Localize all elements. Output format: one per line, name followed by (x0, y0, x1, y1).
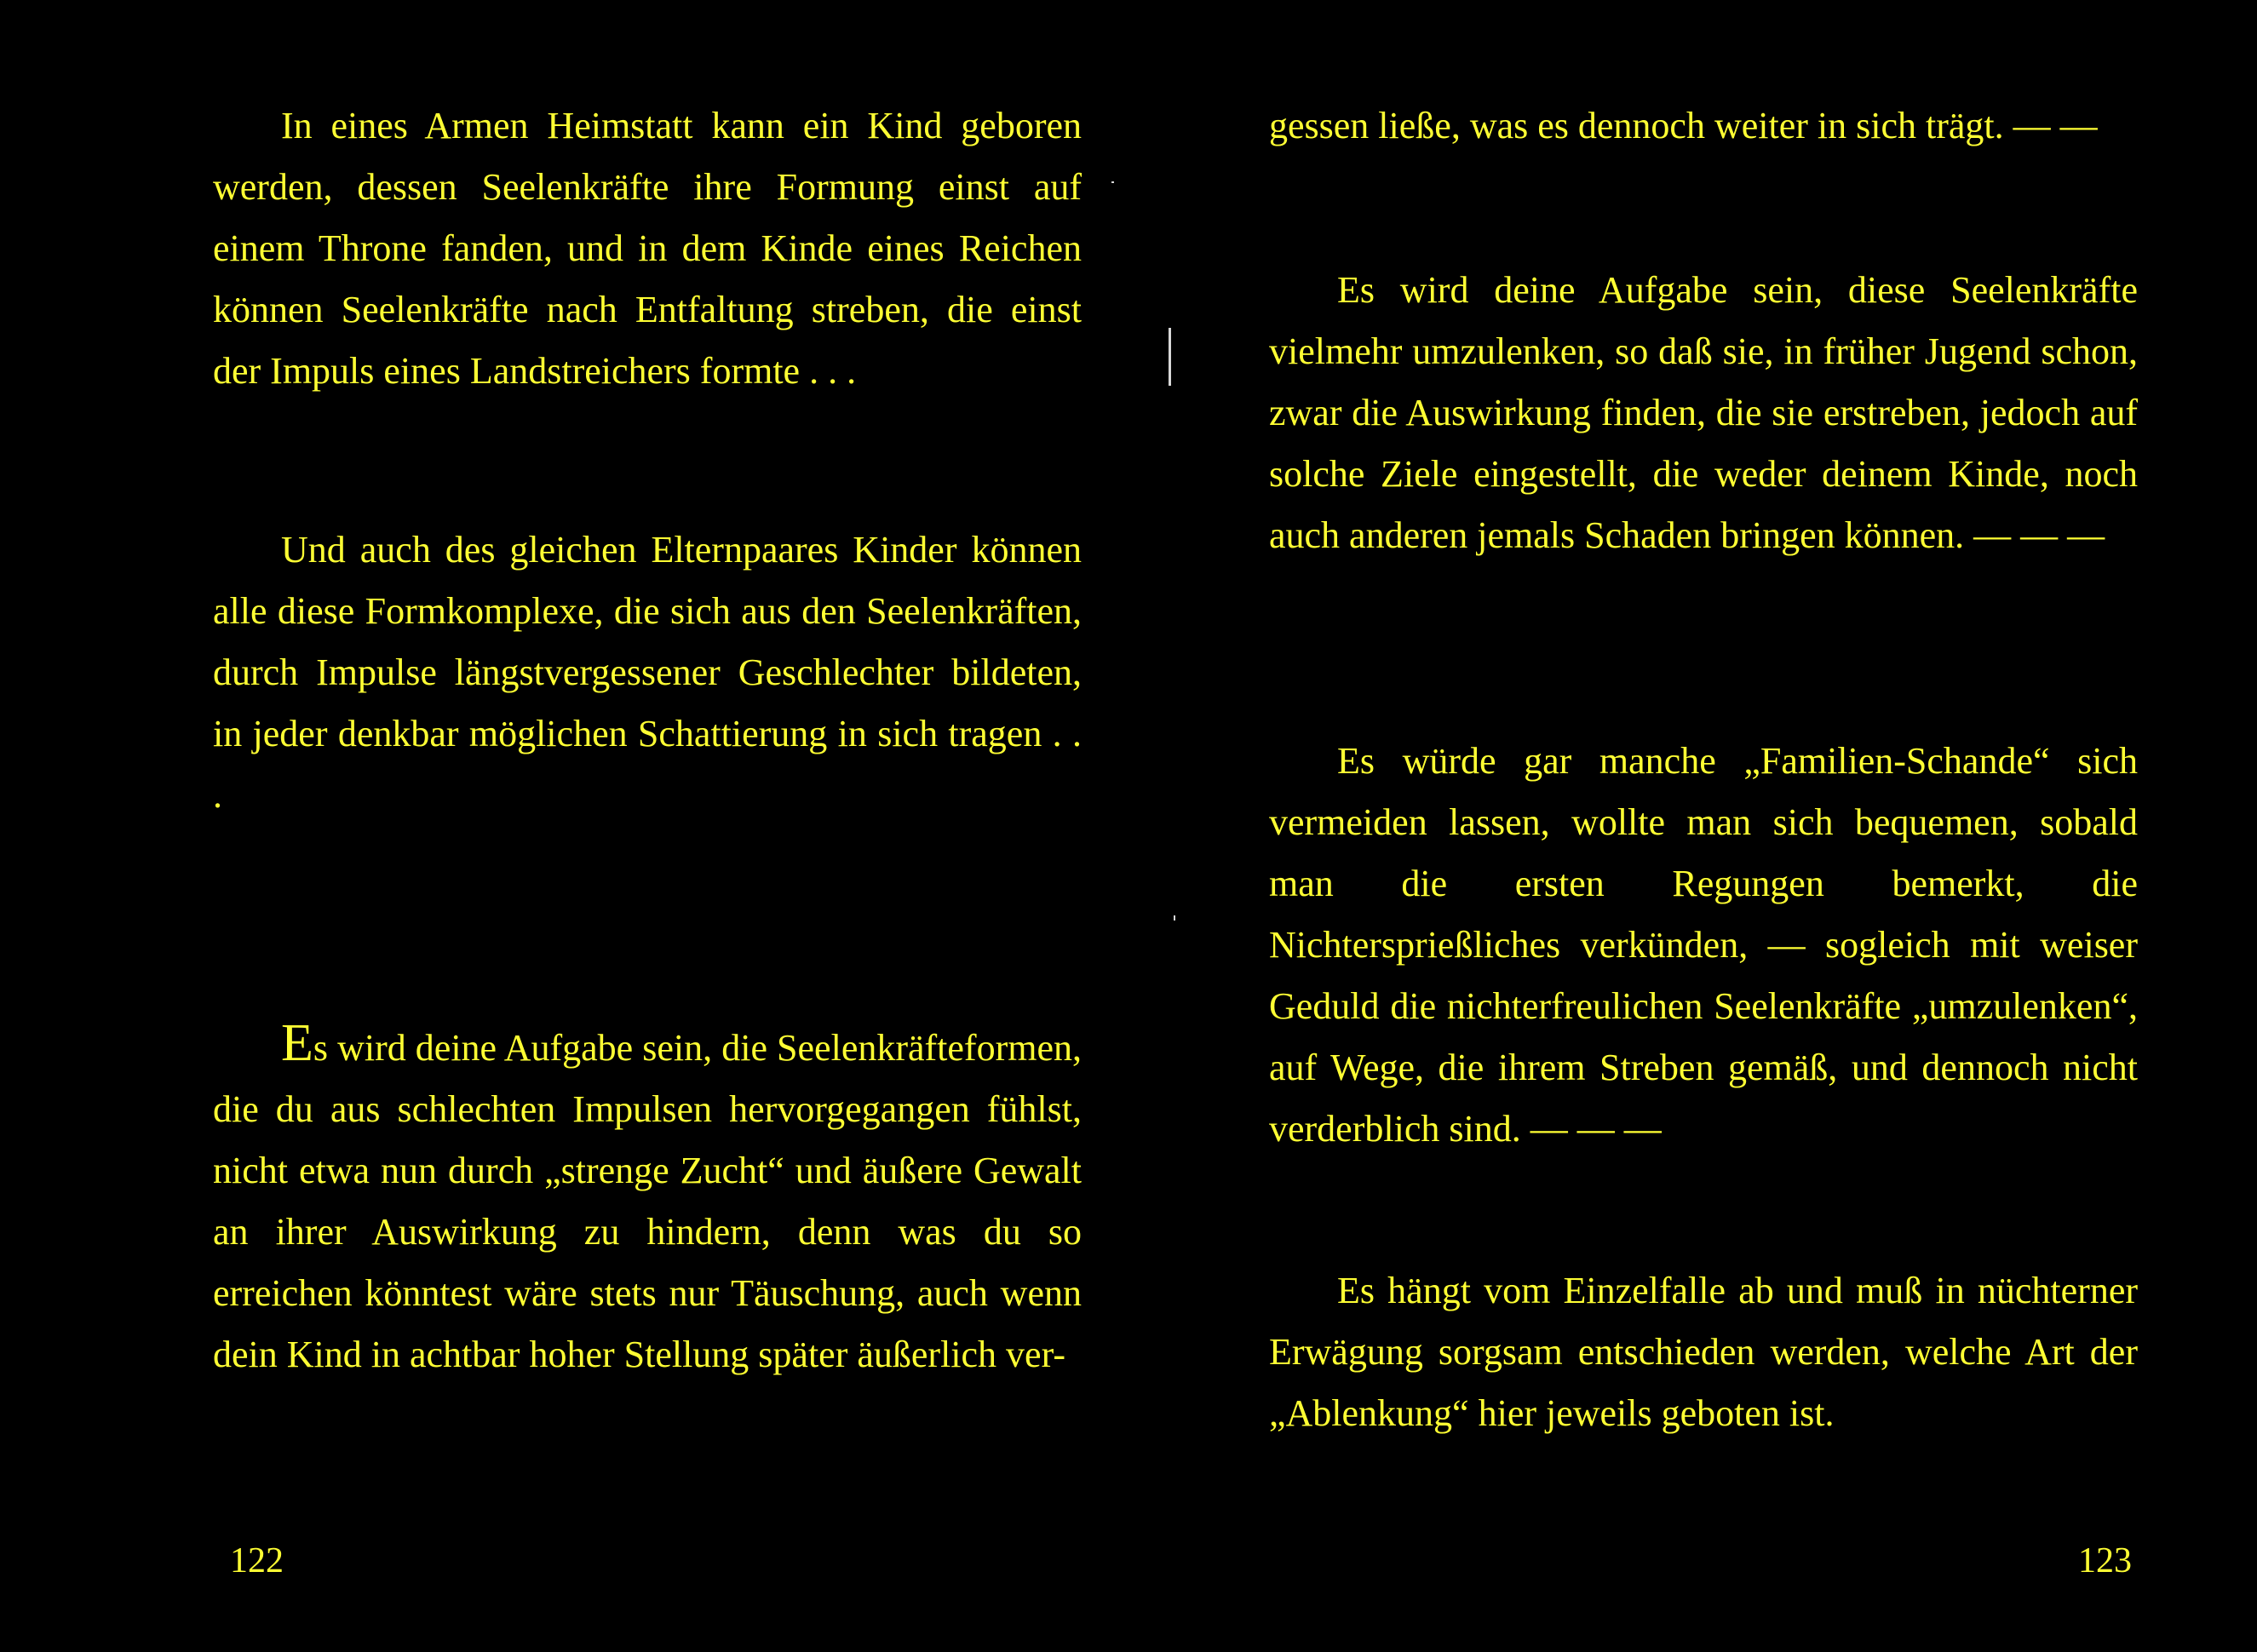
left-paragraph-3-text: s wird deine Aufgabe sein, die Seelenkräfteformen, die du aus schlechten Impulsen hervorgegangen fühlst, nicht etwa nun durch „strenge Zucht“ und äußere Gewalt an ihrer Auswirkung zu hindern, denn was du so erreichen könntest wäre stets nur Täuschung, auch wenn dein Kind in achtbar hoher Stellung später äußerlich ver- (213, 1027, 1082, 1375)
drop-cap: E (281, 1014, 313, 1072)
right-paragraph-1: Es wird deine Aufgabe sein, diese Seelenkräfte vielmehr umzulenken, so daß sie, in früher Jugend schon, zwar die Auswirkung finden, die sie erstreben, jedoch auf solche Ziele eingestellt, die weder deinem Kinde, noch auch anderen jemals Schaden bringen können. — — — (1269, 269, 2138, 556)
page-number-left: 122 (230, 1541, 284, 1580)
left-paragraph-2: Und auch des gleichen Elternpaares Kinder können alle diese Formkomplexe, die sich aus den Seelenkräften, durch Impulse längstvergessener Geschlechter bildeten, in jeder denkbar möglichen Schattierung in sich tragen . . . (213, 529, 1082, 816)
gutter-dot-mark (1111, 181, 1114, 183)
right-paragraph-3: Es hängt vom Einzelfalle ab und muß in nüchterner Erwägung sorgsam entschieden werden, welche Art der „Ablenkung“ hier jeweils geboten ist. (1269, 1270, 2138, 1434)
left-paragraph-1: In eines Armen Heimstatt kann ein Kind geboren werden, dessen Seelenkräfte ihre Formung einst auf einem Throne fanden, und in dem Kinde eines Reichen können Seelenkräfte nach Entfaltung streben, die einst der Impuls eines Landstreichers formte . . . (213, 105, 1082, 392)
page-number-right: 123 (2078, 1541, 2132, 1580)
right-paragraph-2: Es würde gar manche „Familien-Schande“ sich vermeiden lassen, wollte man sich bequemen, sobald man die ersten Regungen bemerkt, die Nichtersprießliches verkünden, — sogleich mit weiser Geduld die nichterfreulichen Seelenkräfte „umzulenken“, auf Wege, die ihrem Streben gemäß, und dennoch nicht verderblich sind. — — — (1269, 740, 2138, 1150)
right-page (1128, 0, 2257, 1652)
left-page (0, 0, 1128, 1652)
right-continuation: gessen ließe, was es dennoch weiter in sich trägt. — — (1269, 105, 2098, 146)
left-paragraph-3 (213, 1014, 1082, 1385)
